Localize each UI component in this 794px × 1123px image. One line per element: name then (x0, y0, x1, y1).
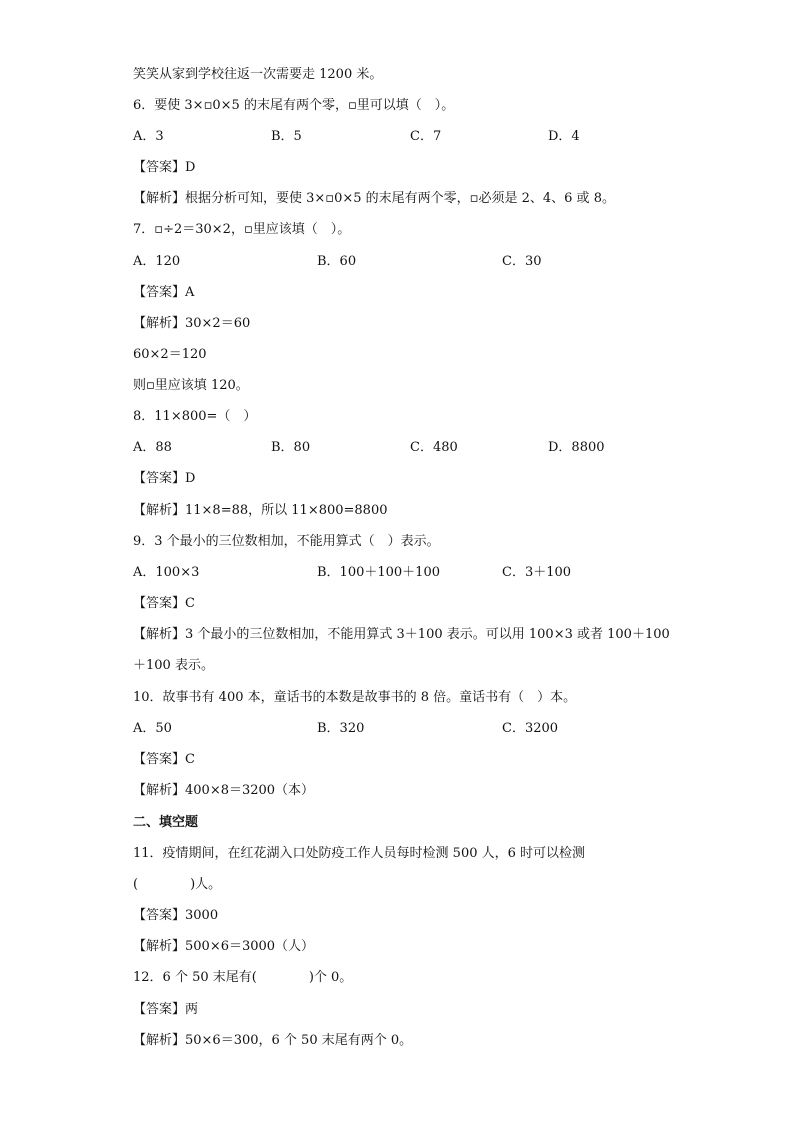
q11-answer: 【答案】3000 (133, 908, 219, 923)
q9-analysis-line2: ＋100 表示。 (133, 658, 214, 673)
q7-option-b: B．60 (317, 254, 357, 269)
q6-option-d: D．4 (548, 129, 580, 144)
q9-option-c: C．3＋100 (502, 565, 572, 580)
q8-option-a: A．88 (133, 440, 172, 455)
q7-option-a: A．120 (133, 254, 181, 269)
q6-answer: 【答案】D (133, 160, 196, 175)
question-11-stem: 11．疫情期间，在红花湖入口处防疫工作人员每时检测 500 人，6 时可以检测 (133, 846, 586, 861)
q10-answer: 【答案】C (133, 752, 195, 767)
q11-analysis: 【解析】500×6＝3000（人） (133, 939, 315, 954)
question-12-stem: 12．6 个 50 末尾有( )个 0。 (133, 970, 353, 985)
text-line: 笑笑从家到学校往返一次需要走 1200 米。 (133, 67, 383, 82)
q7-analysis-line3: 则▫里应该填 120。 (133, 378, 249, 393)
section-heading: 二、填空题 (133, 815, 199, 830)
q12-answer: 【答案】两 (133, 1002, 199, 1017)
q6-option-c: C．7 (410, 129, 442, 144)
question-11-blank-line: ( )人。 (133, 877, 222, 892)
question-6-stem: 6．要使 3×▫0×5 的末尾有两个零，▫里可以填（ ）。 (133, 98, 455, 113)
q8-option-c: C．480 (410, 440, 458, 455)
q10-option-c: C．3200 (502, 721, 559, 736)
q12-analysis: 【解析】50×6＝300，6 个 50 末尾有两个 0。 (133, 1033, 413, 1048)
question-10-stem: 10．故事书有 400 本，童话书的本数是故事书的 8 倍。童话书有（ ）本。 (133, 690, 577, 705)
q7-analysis-line1: 【解析】30×2＝60 (133, 316, 251, 331)
q8-answer: 【答案】D (133, 471, 196, 486)
q10-option-a: A．50 (133, 721, 172, 736)
q10-analysis: 【解析】400×8＝3200（本） (133, 783, 315, 798)
q9-analysis-line1: 【解析】3 个最小的三位数相加，不能用算式 3＋100 表示。可以用 100×3 或者 100＋100 (133, 627, 670, 642)
q7-analysis-line2: 60×2＝120 (133, 347, 207, 362)
question-8-stem: 8．11×800=（ ） (133, 409, 257, 424)
question-7-stem: 7．▫÷2＝30×2，▫里应该填（ ）。 (133, 222, 351, 237)
q8-option-d: D．8800 (548, 440, 605, 455)
q8-analysis: 【解析】11×8=88，所以 11×800=8800 (133, 503, 388, 518)
q9-answer: 【答案】C (133, 596, 195, 611)
q7-option-c: C．30 (502, 254, 542, 269)
question-9-stem: 9．3 个最小的三位数相加，不能用算式（ ）表示。 (133, 534, 440, 549)
q7-answer: 【答案】A (133, 285, 195, 300)
q8-option-b: B．80 (271, 440, 311, 455)
q6-analysis: 【解析】根据分析可知，要使 3×▫0×5 的末尾有两个零，▫必须是 2、4、6 或 8。 (133, 191, 615, 206)
q9-option-a: A．100×3 (133, 565, 200, 580)
q9-option-b: B．100＋100＋100 (317, 565, 440, 580)
q6-option-b: B．5 (271, 129, 302, 144)
q10-option-b: B．320 (317, 721, 365, 736)
q6-option-a: A．3 (133, 129, 164, 144)
